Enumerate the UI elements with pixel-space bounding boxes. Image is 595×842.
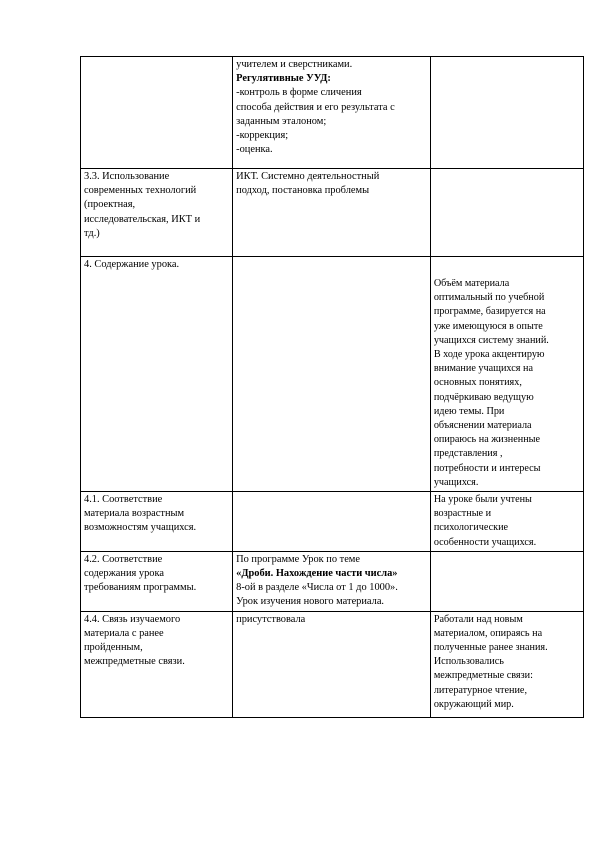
text-line: современных технологий <box>84 185 197 197</box>
criterion-cell <box>81 57 233 169</box>
text-line: требованиям программы. <box>84 582 197 594</box>
text-line: 4.2. Соответствие <box>84 553 163 565</box>
table-row <box>81 492 584 552</box>
content-cell <box>233 551 431 611</box>
text-line: (проектная, <box>84 199 136 211</box>
table-row <box>81 169 584 257</box>
comment-cell <box>430 551 583 611</box>
text-line: окружающий мир. <box>433 698 514 710</box>
criterion-cell <box>81 492 233 552</box>
text-line: подход, постановка проблемы <box>236 185 370 197</box>
text-line: основных понятиях, <box>433 377 522 389</box>
text-line: заданным эталоном; <box>236 115 327 127</box>
text-line: Урок изучения нового материала. <box>236 596 385 608</box>
criterion-cell <box>81 169 233 257</box>
comment-cell <box>430 611 583 717</box>
text-line: присутствовала <box>236 613 306 625</box>
table-row <box>81 611 584 717</box>
text-line: представления , <box>433 448 503 460</box>
text-line: -оценка. <box>236 144 273 156</box>
text-line: полученные ранее знания. <box>433 642 548 654</box>
text-line: исследовательская, ИКТ и <box>84 213 201 225</box>
table-row <box>81 257 584 492</box>
text-line: программе, базируется на <box>433 306 546 318</box>
text-line: учащихся систему знаний. <box>433 334 549 346</box>
text-line: 4.1. Соответствие <box>84 494 163 506</box>
text-line: материала возрастным <box>84 508 185 520</box>
text-line: Объём материала <box>433 278 510 289</box>
criterion-cell <box>81 551 233 611</box>
content-cell <box>233 492 431 552</box>
text-line: уже имеющуюся в опыте <box>433 320 543 332</box>
text-line: особенности учащихся. <box>433 536 537 548</box>
text-line: -коррекция; <box>236 130 289 142</box>
text-line: подчёркиваю ведущую <box>433 391 534 403</box>
text-line: объяснении материала <box>433 420 532 432</box>
text-line: возрастные и <box>433 508 492 520</box>
lesson-analysis-table <box>80 56 584 718</box>
text-line: Работали над новым <box>433 613 523 625</box>
text-line: учителем и сверстниками. <box>236 59 353 70</box>
table-row <box>81 551 584 611</box>
content-cell <box>233 257 431 492</box>
text-line: учащихся. <box>433 476 479 488</box>
text-line: По программе Урок по теме <box>236 553 360 565</box>
text-line: содержания урока <box>84 568 164 580</box>
text-line: материалом, опираясь на <box>433 627 543 639</box>
text-line: внимание учащихся на <box>433 363 533 375</box>
text-line: потребности и интересы <box>433 462 541 474</box>
content-cell <box>233 169 431 257</box>
text-line: 8-ой в разделе «Числа от 1 до 1000». <box>236 582 398 594</box>
content-cell <box>233 57 431 169</box>
text-line: идею темы. При <box>433 405 505 417</box>
text-line: 4. Содержание урока. <box>84 259 180 270</box>
criterion-cell <box>81 257 233 492</box>
text-line: пройденным, <box>84 642 143 654</box>
comment-cell <box>430 169 583 257</box>
content-cell <box>233 611 431 717</box>
text-line: материала с ранее <box>84 627 164 639</box>
text-line: -контроль в форме сличения <box>236 87 362 99</box>
text-line: 4.4. Связь изучаемого <box>84 613 181 625</box>
text-line: оптимальный по учебной <box>433 292 545 304</box>
text-line: психологические <box>433 522 509 534</box>
text-line: Регулятивные УУД: <box>236 73 331 85</box>
table-row <box>81 57 584 169</box>
text-line: опираюсь на жизненные <box>433 434 541 446</box>
text-line: литературное чтение, <box>433 684 527 696</box>
text-line: В ходе урока акцентирую <box>433 349 545 361</box>
comment-cell <box>430 492 583 552</box>
text-line: межпредметные связи: <box>433 670 533 682</box>
text-line: возможностям учащихся. <box>84 522 197 534</box>
comment-cell <box>430 57 583 169</box>
criterion-cell <box>81 611 233 717</box>
text-line: «Дроби. Нахождение части числа» <box>236 568 398 580</box>
comment-cell <box>430 257 583 492</box>
text-line: межпредметные связи. <box>84 656 185 668</box>
text-line: 3.3. Использование <box>84 171 170 182</box>
text-line: Использовались <box>433 656 504 668</box>
text-line: На уроке были учтены <box>433 494 532 506</box>
text-line: ИКТ. Системно деятельностный <box>236 171 380 182</box>
text-line: тд.) <box>84 227 100 239</box>
text-line: способа действия и его результата с <box>236 101 395 113</box>
